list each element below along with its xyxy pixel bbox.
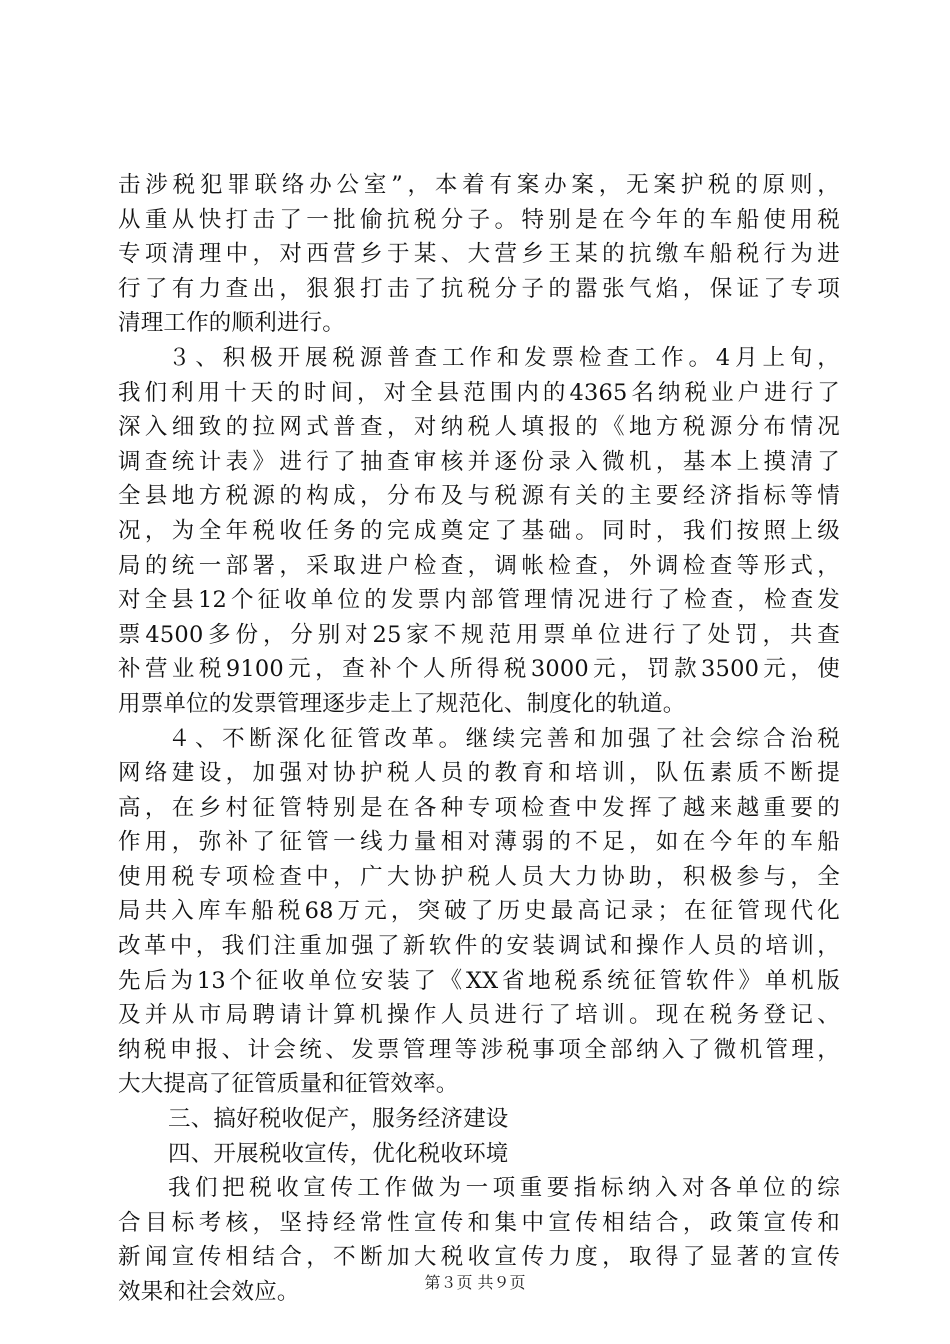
text-line: 大大提高了征管质量和征管效率。 [118,1071,459,1098]
text-line: 清理工作的顺利进行。 [118,310,346,337]
text-line: 补营业税9100元，查补个人所得税3000元，罚款3500元，使 [118,656,840,683]
text-line: 全县地方税源的构成，分布及与税源有关的主要经济指标等情 [118,483,840,510]
text-line: 使用税专项检查中，广大协护税人员大力协助，积极参与，全 [118,863,840,890]
text-line: 先后为13个征收单位安装了《XX省地税系统征管软件》单机版 [118,967,840,994]
text-line: ４、不断深化征管改革。继续完善和加强了社会综合治税 [168,725,840,752]
text-line: 击涉税犯罪联络办公室”，本着有案办案，无案护税的原则， [118,172,840,198]
text-line: 作用，弥补了征管一线力量相对薄弱的不足，如在今年的车船 [118,829,840,856]
text-line: 网络建设，加强对协护税人员的教育和培训，队伍素质不断提 [118,760,840,787]
text-line: 用票单位的发票管理逐步走上了规范化、制度化的轨道。 [118,690,686,717]
text-line: 深入细致的拉网式普查，对纳税人填报的《地方税源分布情况 [118,414,840,441]
text-line: 高，在乡村征管特别是在各种专项检查中发挥了越来越重要的 [118,794,840,821]
page-number: 第３页 共９页 [424,1273,526,1292]
section-heading: 三、搞好税收促产，服务经济建设 [168,1106,509,1133]
text-line: 从重从快打击了一批偷抗税分子。特别是在今年的车船使用税 [118,206,840,233]
text-line: 行了有力查出，狠狠打击了抗税分子的嚣张气焰，保证了专项 [118,275,840,302]
text-line: 及并从市局聘请计算机操作人员进行了培训。现在税务登记、 [118,1002,840,1029]
text-line: 改革中，我们注重加强了新软件的安装调试和操作人员的培训， [118,933,840,960]
section-heading: 四、开展税收宣传，优化税收环境 [168,1140,509,1167]
text-line: 调查统计表》进行了抽查审核并逐份录入微机，基本上摸清了 [118,448,840,475]
text-line: 专项清理中，对西营乡于某、大营乡王某的抗缴车船税行为进 [118,241,840,268]
text-line: 况，为全年税收任务的完成奠定了基础。同时，我们按照上级 [118,517,840,544]
text-line: 局的统一部署，采取进户检查，调帐检查，外调检查等形式， [118,552,840,579]
text-line: 合目标考核，坚持经常性宣传和集中宣传相结合，政策宣传和 [118,1209,840,1236]
text-line: 我们利用十天的时间，对全县范围内的4365名纳税业户进行了 [118,379,840,406]
text-line: 对全县12个征收单位的发票内部管理情况进行了检查，检查发 [118,587,840,614]
text-line: 效果和社会效应。 [118,1279,300,1305]
text-line: 我们把税收宣传工作做为一项重要指标纳入对各单位的综 [168,1175,840,1202]
text-line: 新闻宣传相结合，不断加大税收宣传力度，取得了显著的宣传 [118,1244,840,1271]
document-body [118,168,840,1310]
text-line: 票4500多份，分别对25家不规范用票单位进行了处罚，共查 [118,621,840,648]
text-line: ３、积极开展税源普查工作和发票检查工作。4月上旬， [168,344,840,371]
text-line: 纳税申报、计会统、发票管理等涉税事项全部纳入了微机管理， [118,1036,840,1063]
text-line: 局共入库车船税68万元，突破了历史最高记录；在征管现代化 [118,898,840,925]
